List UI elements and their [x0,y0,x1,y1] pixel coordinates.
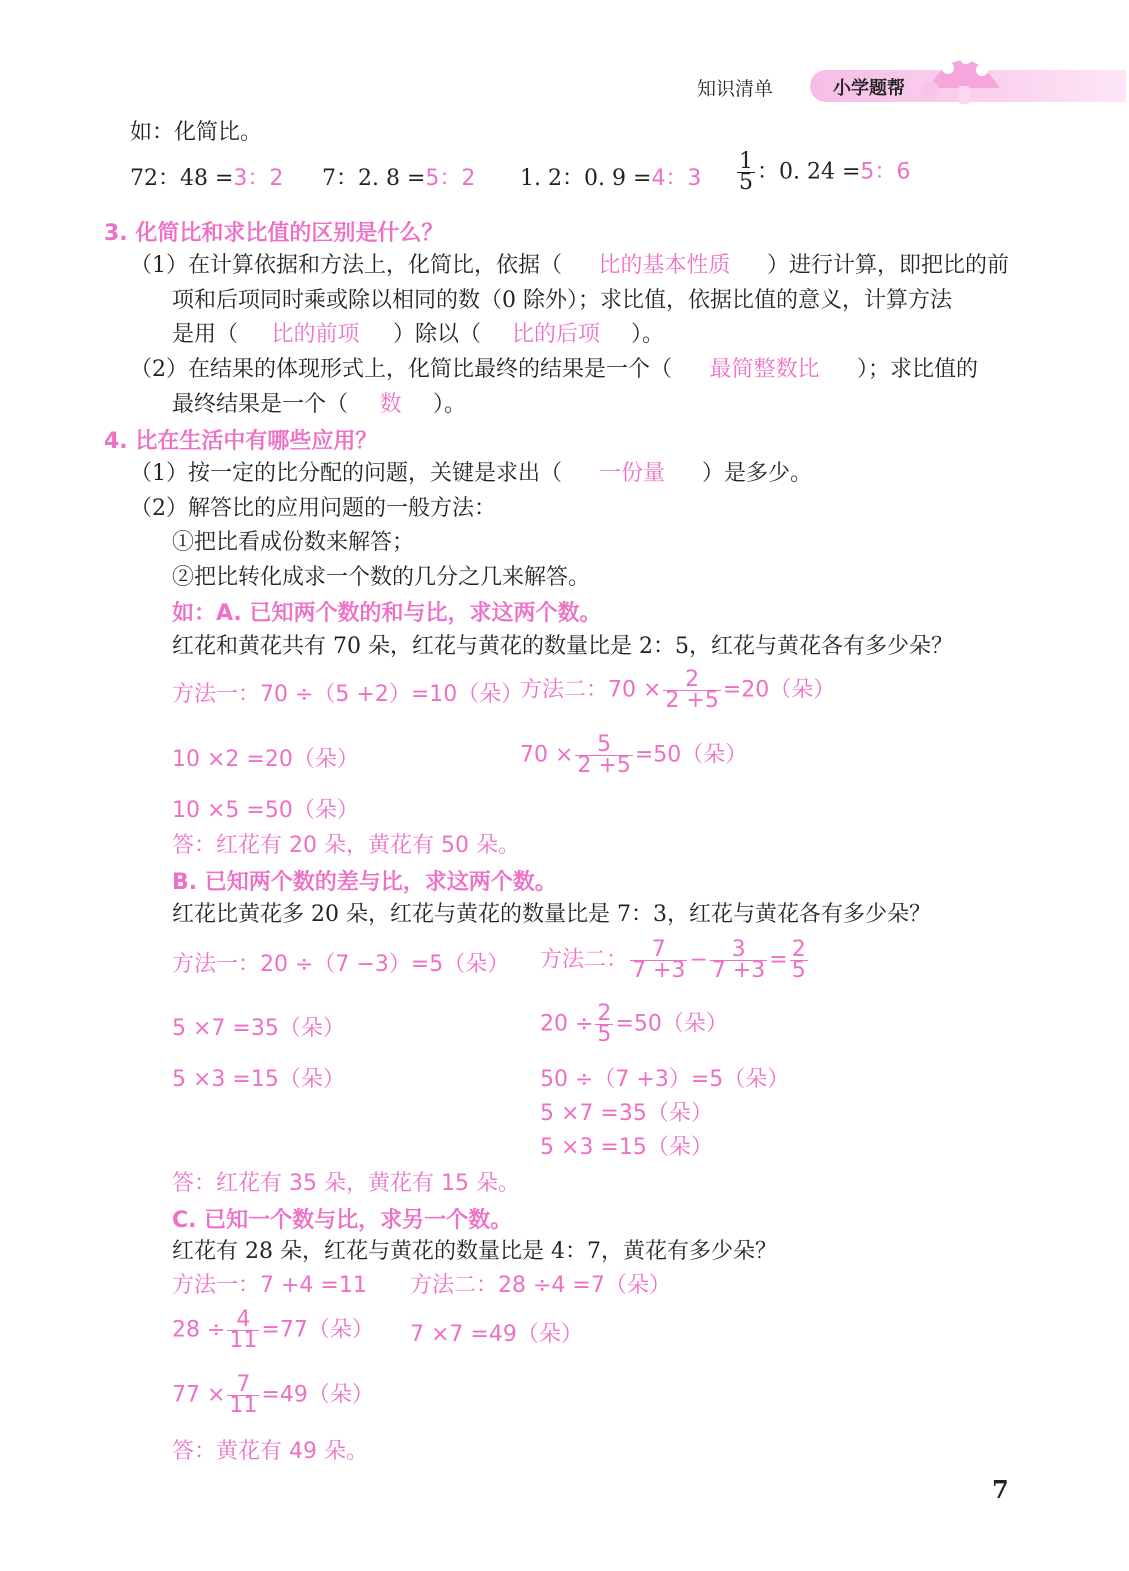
fraction: $\frac{1}{5}$ [739,149,753,195]
q3-title: 3. 化简比和求比值的区别是什么？ [104,221,444,246]
fraction: $\frac{2}{2 +5}$ [665,667,719,713]
blank-fill: 比的基本性质 [598,253,731,278]
partA-answer: 答：红花有 20 朵，黄花有 50 朵。 [172,833,520,858]
example-answer: 4：3 [651,166,702,191]
fraction: $\frac{2}{5}$ [597,1001,612,1047]
q4-method1: ①把比看成份数来解答； [172,530,415,555]
q4-p2: （2）解答比的应用问题的一般方法： [130,496,496,521]
partA-problem: 红花和黄花共有 70 朵，红花与黄花的数量比是 2：5，红花与黄花各有多少朵？ [172,634,953,659]
fraction: $\frac{3}{7 +3}$ [711,937,766,983]
partB-m1-line3: 5 ×3 =15（朵） [172,1067,345,1092]
q4-method2: ②把比转化成求一个数的几分之几来解答。 [172,565,591,590]
header-series: 小学题帮 [833,78,905,99]
partB-m1-line1: 方法一：20 ÷（7 −3）=5（朵） [172,952,510,977]
partC-problem: 红花有 28 朵，红花与黄花的数量比是 4：7，黄花有多少朵？ [172,1239,777,1264]
partA-m1-line2: 10 ×2 =20（朵） [172,747,359,772]
example-expr: ：0. 24 = [757,159,861,185]
q3-p1-line2: 项和后项同时乘或除以相同的数（0 除外）；求比值，依据比值的意义，计算方法 [172,288,952,313]
q3-p1-line1: （1）在计算依据和方法上，化简比，依据（ 比的基本性质 ）进行计算，即把比的前 [130,251,1009,281]
partB-problem: 红花比黄花多 20 朵，红花与黄花的数量比是 7：3，红花与黄花各有多少朵？ [172,902,931,927]
partB-m2-line4: 5 ×7 =35（朵） [540,1101,713,1126]
blank-fill: 比的前项 [271,322,360,347]
partB-m1-line2: 5 ×7 =35（朵） [172,1016,345,1041]
mushroom-icon [918,40,1008,110]
partB-m2-line2: 20 ÷ $\frac{2}{5}$ =50（朵） [540,1001,728,1047]
partA-m1-line3: 10 ×5 =50（朵） [172,798,359,823]
fraction: $\frac{7}{7 +3}$ [632,937,686,983]
q3-p2-line2: 最终结果是一个（ 数 ）。 [172,390,466,420]
q3-p2-line1: （2）在结果的体现形式上，化简比最终的结果是一个（ 最简整数比 ）；求比值的 [130,355,978,385]
partA-m2-line1: 方法二：70 × $\frac{2}{2 +5}$ =20（朵） [520,667,836,713]
blank-fill: 比的后项 [512,322,601,347]
example-2 [322,164,475,194]
intro-label: 如：化简比。 [130,120,263,145]
partC-answer: 答：黄花有 49 朵。 [172,1439,368,1464]
partA-m2-line2: 70 × $\frac{5}{2 +5}$ =50（朵） [520,732,748,778]
partB-title: B. 已知两个数的差与比，求这两个数。 [172,870,557,895]
blank-fill: 一份量 [598,461,665,486]
q3-p1-line3: 是用（ 比的前项 ）除以（ 比的后项 ）。 [172,320,664,350]
partB-answer: 答：红花有 35 朵，黄花有 15 朵。 [172,1171,520,1196]
example-expr: 1. 2：0. 9 = [520,166,652,191]
partA-title: 如：A. 已知两个数的和与比，求这两个数。 [172,601,602,626]
partC-title: C. 已知一个数与比，求另一个数。 [172,1208,513,1233]
blank-fill: 最简整数比 [709,357,820,382]
page-number: 7 [992,1475,1009,1504]
partC-m2-line1: 方法二：28 ÷4 =7（朵） [410,1273,671,1298]
example-answer: 3：2 [233,166,284,191]
example-answer: 5：2 [425,166,476,191]
example-expr: 7：2. 8 = [322,166,426,191]
partC-m1-line2: 28 ÷ $\frac{4}{11}$ =77（朵） [172,1307,374,1353]
example-4 [735,149,911,195]
partB-m2-line5: 5 ×3 =15（朵） [540,1135,713,1160]
header-category: 知识清单 [697,78,774,100]
fraction: $\frac{4}{11}$ [229,1307,258,1353]
partC-m1-line3: 77 × $\frac{7}{11}$ =49（朵） [172,1372,374,1418]
partC-m1-line1: 方法一：7 +4 =11 [172,1273,367,1298]
blank-fill: 数 [379,392,402,417]
example-answer: 5：6 [860,159,911,185]
partB-m2-line1: 方法二： $\frac{7}{7 +3}$ − $\frac{3}{7 +3}$ = $\frac{2}{5}$ [540,937,806,983]
fraction: $\frac{2}{5}$ [791,937,806,983]
partC-m2-line2: 7 ×7 =49（朵） [410,1322,583,1347]
example-1 [130,164,283,194]
fraction: $\frac{7}{11}$ [229,1372,258,1418]
partB-m2-line3: 50 ÷（7 +3）=5（朵） [540,1067,790,1092]
example-3 [520,164,701,194]
q4-p1: （1）按一定的比分配的问题，关键是求出（ 一份量 ）是多少。 [130,459,812,489]
fraction: $\frac{5}{2 +5}$ [577,732,631,778]
q4-title: 4. 比在生活中有哪些应用？ [104,429,378,454]
example-expr: 72：48 = [130,166,234,191]
partA-m1-line1: 方法一：70 ÷（5 +2）=10（朵） [172,682,524,707]
